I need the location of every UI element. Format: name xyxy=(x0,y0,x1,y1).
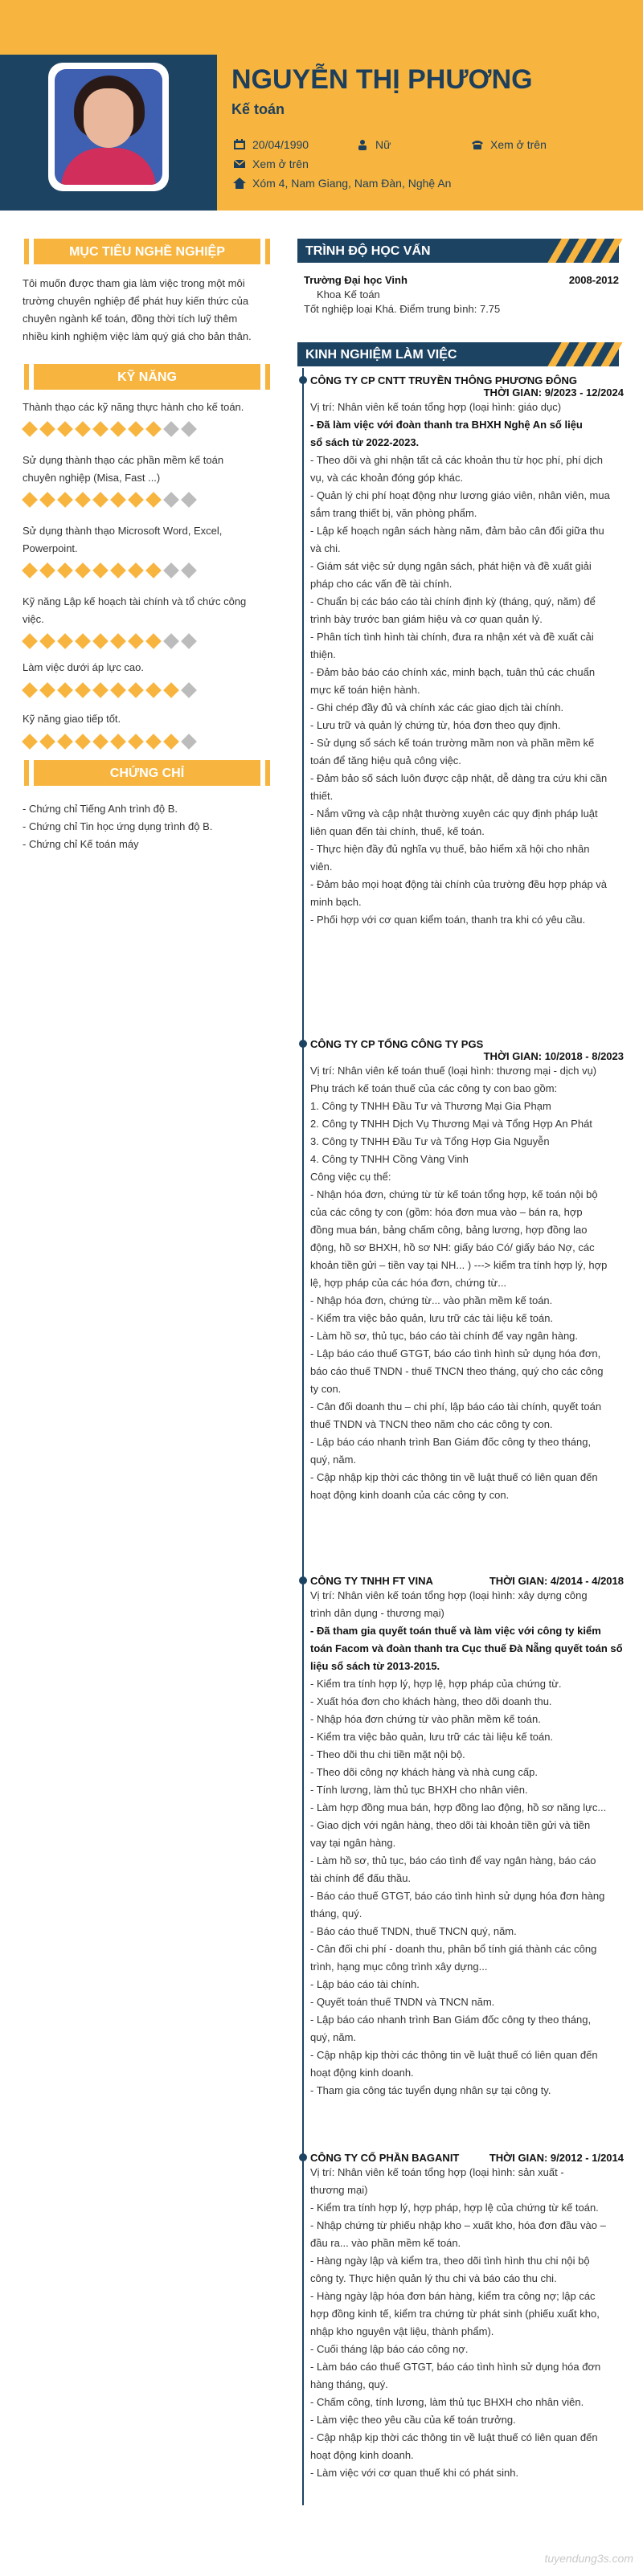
job-description-line: - Làm hồ sơ, thủ tục, báo cáo tài chính để vay ngân hàng. xyxy=(310,1330,579,1342)
job-description-line: - Kiểm tra tính hợp lý, hợp pháp, hợp lệ của chứng từ kế toán. xyxy=(310,2202,599,2214)
job-period: THỜI GIAN: 9/2023 - 12/2024 xyxy=(483,386,624,399)
job-description-line: - Giám sát việc sử dụng ngân sách, phát hiện và đề xuất giải xyxy=(310,560,592,572)
certificates-list xyxy=(23,800,280,853)
job-description-line: nhập kho nguyên vật liệu, thành phẩm). xyxy=(310,2325,494,2337)
education-period: 2008-2012 xyxy=(568,274,619,286)
rating-diamond-filled xyxy=(75,421,91,437)
email-value: Xem ở trên xyxy=(252,157,309,170)
job-description-line: - Kiểm tra tính hợp lý, hợp lệ, hợp pháp của chứng từ. xyxy=(310,1678,562,1690)
job-description-line: thương mại) xyxy=(310,2184,368,2196)
rating-diamond-filled xyxy=(39,734,55,750)
rating-diamond-filled xyxy=(39,562,55,579)
job-description-line: - Xuất hóa đơn cho khách hàng, theo dõi doanh thu. xyxy=(310,1695,552,1707)
job-description-line: - Quyết toán thuế TNDN và TNCN năm. xyxy=(310,1996,495,2008)
job-description-line: - Kiểm tra việc bảo quản, lưu trữ các tài liệu kế toán. xyxy=(310,1731,554,1743)
objective-line: trường chuyên nghiệp để phát huy kiến thức của xyxy=(23,295,249,307)
job-description xyxy=(310,2164,624,2482)
objective-line: chuyên ngành kế toán, đồng thời tích luỹ thêm xyxy=(23,313,238,325)
job-entry xyxy=(310,1575,624,2100)
job-description-line: trình bày trước ban giám hiệu và cơ quan quản lý. xyxy=(310,613,543,625)
job-description-line: - Đảm bảo mọi hoạt động tài chính của trường đều hợp pháp và xyxy=(310,878,608,890)
rating-diamond-empty xyxy=(181,421,197,437)
rating-diamond-filled xyxy=(92,633,109,649)
job-description-line: và chi. xyxy=(310,542,341,554)
rating-diamond-filled xyxy=(75,492,91,508)
timeline-dot xyxy=(299,2153,307,2161)
job-description-line: - Hàng ngày lập và kiểm tra, theo dõi tình hình thu chi nội bộ xyxy=(310,2255,590,2267)
job-entry xyxy=(310,374,624,929)
job-description-line: - Làm hợp đồng mua bán, hợp đồng lao động, hồ sơ năng lực... xyxy=(310,1801,607,1813)
school-name: Trường Đại học Vinh xyxy=(304,274,408,286)
company-name: CÔNG TY TNHH FT VINA xyxy=(310,1575,433,1587)
rating-diamond-filled xyxy=(145,682,162,698)
experience-heading: KINH NGHIỆM LÀM VIỆC xyxy=(297,342,619,366)
rating-diamond-filled xyxy=(75,562,91,579)
job-description-line: lệ, hợp pháp của các hóa đơn, chứng từ... xyxy=(310,1277,507,1289)
phone-row xyxy=(471,138,547,151)
job-description-line: toán để tăng hiệu quả công việc. xyxy=(310,754,461,767)
job-description-line: thuế TNDN và TNCN theo năm cho các công ty con. xyxy=(310,1418,553,1430)
job-description-line: Vị trí: Nhân viên kế toán thuế (loại hình: thương mại - dịch vụ) xyxy=(310,1065,597,1077)
faculty: Khoa Kế toán xyxy=(317,288,380,301)
job-description-line: hoạt động kinh doanh của các công ty con. xyxy=(310,1489,510,1501)
job-description-line: Công việc cụ thể: xyxy=(310,1171,391,1183)
job-description-line: ty con. xyxy=(310,1383,342,1395)
address-row xyxy=(233,177,451,190)
dob-value: 20/04/1990 xyxy=(252,138,309,151)
job-description-line: - Ghi chép đầy đủ và chính xác các giao dịch tài chính. xyxy=(310,701,564,714)
skill-item xyxy=(23,399,280,416)
rating-diamond-filled xyxy=(145,734,162,750)
job-description-line: công ty. Thực hiện quản lý thu chi và báo cáo thu chi. xyxy=(310,2272,557,2284)
rating-diamond-filled xyxy=(75,734,91,750)
rating-diamond-filled xyxy=(145,492,162,508)
rating-diamond-filled xyxy=(110,734,126,750)
rating-diamond-filled xyxy=(145,562,162,579)
job-description-line: - Theo dõi thu chi tiền mặt nội bộ. xyxy=(310,1748,465,1760)
job-description-line: đầu ra... vào phần mềm kế toán. xyxy=(310,2237,461,2249)
job-period: THỜI GIAN: 10/2018 - 8/2023 xyxy=(483,1050,624,1062)
job-description-line: sổ sách từ 2022-2023. xyxy=(310,436,420,448)
rating-diamond-empty xyxy=(181,562,197,579)
skill-item xyxy=(23,522,280,558)
email-row xyxy=(233,157,309,170)
rating-diamond-filled xyxy=(145,421,162,437)
job-description-line: vụ, và các khoản đóng góp khác. xyxy=(310,472,464,484)
job-description-line: 1. Công ty TNHH Đầu Tư và Thương Mại Gia Phạm xyxy=(310,1100,551,1112)
objective-line: nhiều kinh nghiệm việc làm quý giá cho bản thân. xyxy=(23,330,252,342)
job-description-line: trình, hạng mục công trình xây dựng... xyxy=(310,1961,488,1973)
skill-label: Powerpoint. xyxy=(23,542,78,554)
job-description-line: - Làm báo cáo thuế GTGT, báo cáo tình hình sử dụng hóa đơn xyxy=(310,2361,601,2373)
objective-heading: MỤC TIÊU NGHỀ NGHIỆP xyxy=(24,239,270,264)
job-period: THỜI GIAN: 4/2014 - 4/2018 xyxy=(489,1575,624,1587)
rating-diamond-filled xyxy=(92,421,109,437)
job-description-line: - Thực hiện đầy đủ nghĩa vụ thuế, bảo hiểm xã hội cho nhân xyxy=(310,843,590,855)
job-description-line: - Chuẩn bị các báo cáo tài chính định kỳ (tháng, quý, năm) để xyxy=(310,595,596,607)
job-description-line: - Theo dõi công nợ khách hàng và nhà cung cấp. xyxy=(310,1766,538,1778)
skill-label: việc. xyxy=(23,613,44,625)
rating-diamond-filled xyxy=(110,562,126,579)
job-description-line: - Nhận hóa đơn, chứng từ từ kế toán tổng hợp, kế toán nội bộ xyxy=(310,1188,598,1200)
rating-diamond-filled xyxy=(57,492,73,508)
objective-text xyxy=(23,275,273,346)
rating-diamond-filled xyxy=(22,562,38,579)
job-description xyxy=(310,399,624,929)
dob-row xyxy=(233,138,309,151)
skill-item xyxy=(23,593,280,628)
job-description-line: - Quản lý chi phí hoạt động như lương giáo viên, nhân viên, mua xyxy=(310,489,610,501)
rating-diamond-filled xyxy=(22,682,38,698)
job-description-line: - Nhập hóa đơn chứng từ vào phần mềm kế toán. xyxy=(310,1713,541,1725)
job-description-line: - Cân đối chi phí - doanh thu, phân bổ tính giá thành các công xyxy=(310,1943,597,1955)
job-description-line: - Làm hồ sơ, thủ tục, báo cáo tình để vay ngân hàng, báo cáo xyxy=(310,1854,596,1867)
job-description-line: báo cáo thuế TNDN - thuế TNCN theo tháng, quý cho các công xyxy=(310,1365,604,1377)
rating-diamond-empty xyxy=(181,734,197,750)
education-heading: TRÌNH ĐỘ HỌC VẤN xyxy=(297,239,619,263)
rating-diamond-filled xyxy=(110,492,126,508)
job-description-line: trình dân dụng - thương mại) xyxy=(310,1607,444,1619)
rating-diamond-filled xyxy=(57,421,73,437)
job-description-line: - Sử dụng sổ sách kế toán trường mầm non và phần mềm kế xyxy=(310,737,595,749)
job-description-line: hợp đồng kinh tế, kiểm tra chứng từ phát sinh (phiếu xuất kho, xyxy=(310,2308,600,2320)
rating-diamond-filled xyxy=(128,633,144,649)
gender-value: Nữ xyxy=(375,138,391,151)
certificate-item: - Chứng chỉ Tin học ứng dụng trình độ B. xyxy=(23,820,213,832)
job-description-line: - Báo cáo thuế TNDN, thuế TNCN quý, năm. xyxy=(310,1925,517,1937)
timeline-dot xyxy=(299,376,307,384)
job-description-line: - Tham gia công tác tuyển dụng nhân sự tại công ty. xyxy=(310,2084,551,2096)
skill-label: Thành thạo các kỹ năng thực hành cho kế toán. xyxy=(23,401,244,413)
company-name: CÔNG TY CỔ PHẦN BAGANIT xyxy=(310,2152,460,2164)
skill-label: Làm việc dưới áp lực cao. xyxy=(23,661,144,673)
job-description-line: - Cuối tháng lập báo cáo công nợ. xyxy=(310,2343,469,2355)
job-description-line: 3. Công ty TNHH Đầu Tư và Tổng Hợp Gia Nguyễn xyxy=(310,1135,550,1147)
job-description-line: - Cập nhập kịp thời các thông tin về luật thuế có liên quan đến xyxy=(310,1471,598,1483)
job-description-line: - Theo dõi và ghi nhận tất cả các khoản thu từ học phí, phí dịch xyxy=(310,454,604,466)
job-description-line: - Lập báo cáo nhanh trình Ban Giám đốc công ty theo tháng, xyxy=(310,1436,592,1448)
rating-diamond-filled xyxy=(128,421,144,437)
job-description-line: động, hồ sơ BHXH, hồ sơ NH: giấy báo Có/ giấy báo Nợ, các xyxy=(310,1241,595,1253)
certificates-heading: CHỨNG CHỈ xyxy=(24,760,270,786)
rating-diamond-empty xyxy=(181,682,197,698)
profile-photo xyxy=(55,69,162,185)
skill-label: Sử dụng thành thạo các phần mềm kế toán xyxy=(23,454,224,466)
rating-diamond-filled xyxy=(128,492,144,508)
rating-diamond-filled xyxy=(92,734,109,750)
job-description-line: 4. Công ty TNHH Cồng Vàng Vinh xyxy=(310,1153,469,1165)
job-description-line: vay tại ngân hàng. xyxy=(310,1837,396,1849)
rating-diamond-filled xyxy=(128,682,144,698)
job-description-line: Vị trí: Nhân viên kế toán tổng hợp (loại hình: sản xuất - xyxy=(310,2166,564,2178)
rating-diamond-filled xyxy=(39,633,55,649)
job-description-line: tài chính để đấu thầu. xyxy=(310,1872,412,1884)
avatar xyxy=(48,63,169,191)
job-description-line: - Báo cáo thuế GTGT, báo cáo tình hình sử dụng hóa đơn hàng xyxy=(310,1890,605,1902)
skill-item xyxy=(23,710,280,728)
rating-diamond-empty xyxy=(163,562,179,579)
gender-row xyxy=(356,138,391,151)
job-description-line: - Làm việc theo yêu cầu của kế toán trưởng. xyxy=(310,2414,516,2426)
job-entry xyxy=(310,2152,624,2482)
job-period: THỜI GIAN: 9/2012 - 1/2014 xyxy=(489,2152,624,2164)
job-description-line: hàng tháng, quý. xyxy=(310,2378,388,2390)
job-description-line: liên quan đến tài chính, thuế, kế toán. xyxy=(310,825,485,837)
job-description-line: - Phối hợp với cơ quan kiểm toán, thanh tra khi có yêu cầu. xyxy=(310,914,586,926)
rating-diamond-filled xyxy=(163,734,179,750)
job-description-line: - Chấm công, tính lương, làm thủ tục BHXH cho nhân viên. xyxy=(310,2396,584,2408)
objective-line: Tôi muốn được tham gia làm việc trong một môi xyxy=(23,277,245,289)
job-description-line: toán Facom và đoàn thanh tra Cục thuế Đà Nẵng quyết toán số xyxy=(310,1642,623,1654)
rating-diamond-filled xyxy=(145,633,162,649)
job-description-line: Vị trí: Nhân viên kế toán tổng hợp (loại hình: xây dựng công xyxy=(310,1589,588,1601)
job-description-line: đồng mua bán, bảng chấm công, bảng lương, hợp đồng lao xyxy=(310,1224,588,1236)
job-description-line: - Lưu trữ và quản lý chứng từ, hóa đơn theo quy định. xyxy=(310,719,561,731)
candidate-name: NGUYỄN THỊ PHƯƠNG xyxy=(231,64,533,95)
gender-icon xyxy=(356,139,369,150)
job-description-line: sắm trang thiết bị, văn phòng phẩm. xyxy=(310,507,477,519)
education-block xyxy=(304,273,619,317)
rating-diamond-empty xyxy=(163,421,179,437)
rating-diamond-filled xyxy=(57,633,73,649)
rating-diamond-filled xyxy=(22,633,38,649)
job-description-line: - Nhập hóa đơn, chứng từ... vào phần mềm kế toán. xyxy=(310,1294,553,1306)
rating-diamond-filled xyxy=(39,492,55,508)
phone-value: Xem ở trên xyxy=(490,138,547,151)
job-description-line: Vị trí: Nhân viên kế toán tổng hợp (loại hình: giáo dục) xyxy=(310,401,562,413)
rating-diamond-filled xyxy=(57,734,73,750)
rating-diamond-empty xyxy=(181,633,197,649)
job-description-line: - Đảm bảo số sách luôn được cập nhật, dễ dàng tra cứu khi cần xyxy=(310,772,608,784)
rating-diamond-filled xyxy=(57,682,73,698)
job-description-line: tháng, quý. xyxy=(310,1907,362,1920)
job-description-line: thiện. xyxy=(310,648,336,660)
job-description-line: Phụ trách kế toán thuế của các công ty con bao gồm: xyxy=(310,1082,558,1094)
rating-diamond-filled xyxy=(110,633,126,649)
rating-diamond-filled xyxy=(39,682,55,698)
rating-diamond-filled xyxy=(92,492,109,508)
skill-item xyxy=(23,659,280,677)
job-description-line: - Đã tham gia quyết toán thuế và làm việc với công ty kiểm xyxy=(310,1625,601,1637)
skill-label: chuyên nghiệp (Misa, Fast ...) xyxy=(23,472,161,484)
job-description-line: hoạt động kinh doanh. xyxy=(310,2067,414,2079)
job-title: Kế toán xyxy=(231,101,285,117)
job-description-line: - Cân đối doanh thu – chi phí, lập báo cáo tài chính, quyết toán xyxy=(310,1400,602,1413)
job-description-line: - Giao dịch với ngân hàng, theo dõi tài khoản tiền gửi và tiền xyxy=(310,1819,591,1831)
job-description-line: - Nắm vững và cập nhật thường xuyên các quy định pháp luật xyxy=(310,808,598,820)
rating-diamond-filled xyxy=(110,682,126,698)
company-name: CÔNG TY CP TỔNG CÔNG TY PGS xyxy=(310,1038,484,1050)
rating-diamond-filled xyxy=(39,421,55,437)
job-description xyxy=(310,1587,624,2100)
job-description-line: - Phân tích tình hình tài chính, đưa ra nhận xét và đề xuất cải xyxy=(310,631,594,643)
phone-icon xyxy=(471,139,484,150)
rating-diamond-filled xyxy=(128,562,144,579)
job-description-line: - Đã làm việc với đoàn thanh tra BHXH Nghệ An số liệu xyxy=(310,419,583,431)
watermark: tuyendung3s.com xyxy=(544,2552,633,2565)
address-value: Xóm 4, Nam Giang, Nam Đàn, Nghệ An xyxy=(252,177,452,190)
rating-diamond-filled xyxy=(92,562,109,579)
job-description-line: - Lập báo cáo tài chính. xyxy=(310,1978,420,1990)
job-description-line: - Lập kế hoạch ngân sách hàng năm, đảm bảo cân đối giữa thu xyxy=(310,525,604,537)
job-description-line: - Tính lương, làm thủ tục BHXH cho nhân viên. xyxy=(310,1784,528,1796)
job-description-line: quý, năm. xyxy=(310,1454,357,1466)
skill-label: Kỹ năng giao tiếp tốt. xyxy=(23,713,121,725)
email-icon xyxy=(233,158,246,170)
timeline-dot xyxy=(299,1040,307,1048)
job-description-line: - Lập báo cáo nhanh trình Ban Giám đốc công ty theo tháng, xyxy=(310,2014,592,2026)
job-entry xyxy=(310,1038,624,1504)
rating-diamond-filled xyxy=(57,562,73,579)
rating-diamond-filled xyxy=(110,421,126,437)
job-description-line: - Lập báo cáo thuế GTGT, báo cáo tình hình sử dụng hóa đơn, xyxy=(310,1347,601,1360)
rating-diamond-filled xyxy=(92,682,109,698)
rating-diamond-filled xyxy=(75,682,91,698)
skill-label: Sử dụng thành thạo Microsoft Word, Excel, xyxy=(23,525,223,537)
job-description-line: quý, năm. xyxy=(310,2031,357,2043)
rating-diamond-empty xyxy=(163,492,179,508)
job-description xyxy=(310,1062,624,1504)
certificate-item: - Chứng chỉ Kế toán máy xyxy=(23,838,139,850)
rating-diamond-filled xyxy=(22,492,38,508)
job-description-line: - Đảm bảo báo cáo chính xác, minh bạch, tuân thủ các chuẩn xyxy=(310,666,596,678)
job-description-line: của các công ty con (gồm: hóa đơn mua vào – bán ra, hợp xyxy=(310,1206,583,1218)
skills-heading: KỸ NĂNG xyxy=(24,364,270,390)
job-description-line: - Hàng ngày lập hóa đơn bán hàng, kiểm tra công nợ; lập các xyxy=(310,2290,596,2302)
job-description-line: khoản tiền gửi – tiền vay tại NH... ) ---> kiểm tra tính hợp lý, hợp xyxy=(310,1259,608,1271)
rating-diamond-filled xyxy=(22,421,38,437)
rating-diamond-filled xyxy=(22,734,38,750)
job-description-line: liệu sổ sách từ 2013-2015. xyxy=(310,1660,440,1672)
job-description-line: - Cập nhập kịp thời các thông tin về luật thuế có liên quan đến xyxy=(310,2431,598,2443)
job-description-line: - Làm việc với cơ quan thuế khi có phát sinh. xyxy=(310,2467,519,2479)
rating-diamond-filled xyxy=(128,734,144,750)
job-description-line: - Kiểm tra việc bảo quản, lưu trữ các tài liệu kế toán. xyxy=(310,1312,554,1324)
rating-diamond-filled xyxy=(75,633,91,649)
skill-item xyxy=(23,452,280,487)
job-description-line: - Cập nhập kịp thời các thông tin về luật thuế có liên quan đến xyxy=(310,2049,598,2061)
rating-diamond-empty xyxy=(163,633,179,649)
timeline-dot xyxy=(299,1576,307,1584)
job-description-line: thiết. xyxy=(310,790,334,802)
job-description-line: 2. Công ty TNHH Dịch Vụ Thương Mại và Tổng Hợp An Phát xyxy=(310,1118,592,1130)
rating-diamond-filled xyxy=(163,682,179,698)
job-description-line: minh bạch. xyxy=(310,896,362,908)
job-description-line: mực kế toán hiện hành. xyxy=(310,684,420,696)
job-description-line: - Nhập chứng từ phiếu nhập kho – xuất kho, hóa đơn đầu vào – xyxy=(310,2219,606,2231)
timeline-line xyxy=(302,368,304,2505)
home-icon xyxy=(233,178,246,189)
company-name: CÔNG TY CP CNTT TRUYỀN THÔNG PHƯƠNG ĐÔNG xyxy=(310,374,577,386)
certificate-item: - Chứng chỉ Tiếng Anh trình độ B. xyxy=(23,803,178,815)
job-description-line: hoạt động kinh doanh. xyxy=(310,2449,414,2461)
rating-diamond-empty xyxy=(181,492,197,508)
skill-label: Kỹ năng Lập kế hoạch tài chính và tổ chức công xyxy=(23,595,247,607)
job-description-line: pháp cho các vấn đề tài chính. xyxy=(310,578,453,590)
education-result: Tốt nghiệp loại Khá. Điểm trung bình: 7.75 xyxy=(304,303,501,315)
job-description-line: viên. xyxy=(310,861,333,873)
calendar-icon xyxy=(233,139,246,150)
